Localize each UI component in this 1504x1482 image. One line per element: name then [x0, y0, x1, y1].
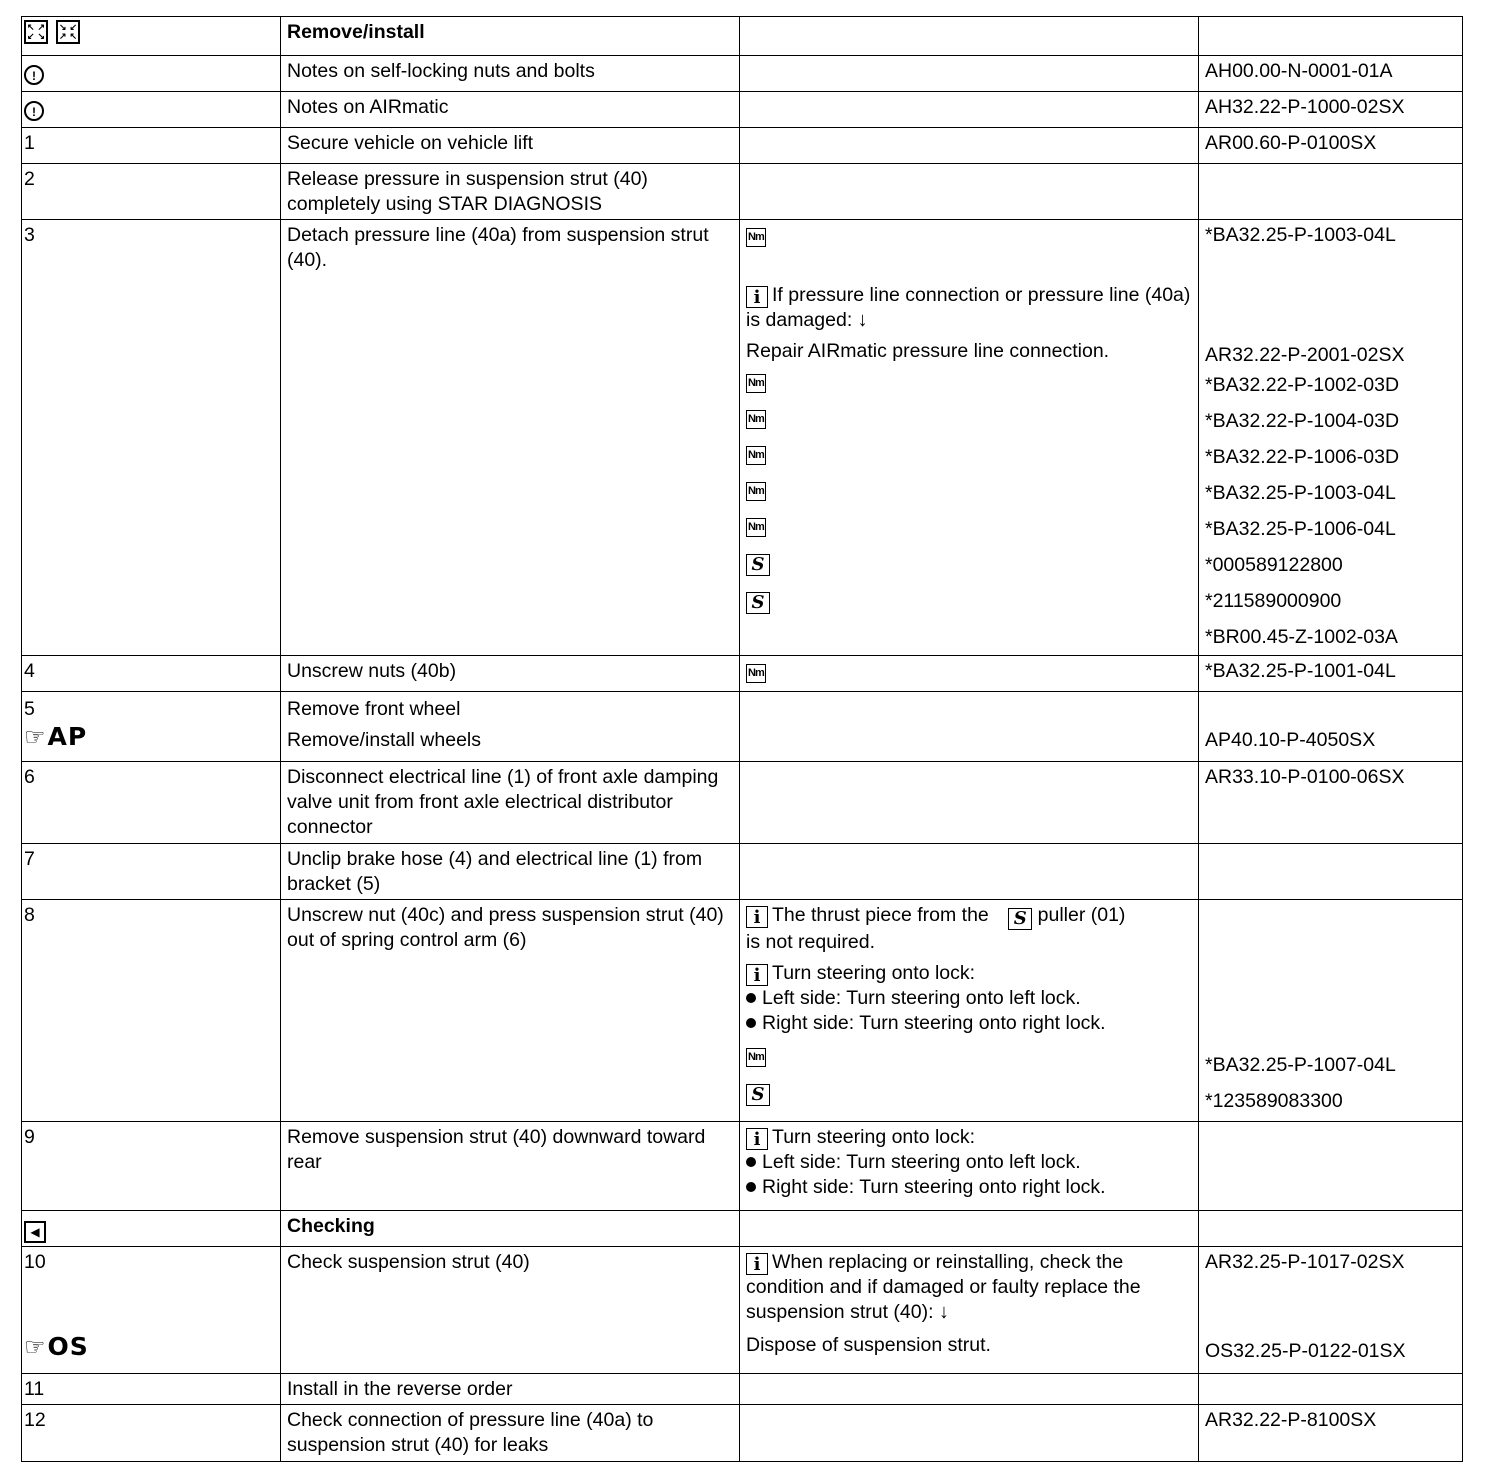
- tool-reference[interactable]: *BR00.45-Z-1002-03A: [1205, 626, 1398, 648]
- info-text: Turn steering onto lock:: [772, 962, 976, 984]
- step-references: [1199, 900, 1463, 1122]
- step-row: [22, 1122, 1463, 1211]
- torque-icon: Nm: [746, 1048, 766, 1067]
- step-number: 6: [22, 762, 281, 844]
- torque-icon: Nm: [746, 228, 766, 247]
- step-number: 3: [22, 220, 281, 656]
- step-subtext: Remove/install wheels: [287, 729, 482, 751]
- torque-icon: Nm: [746, 410, 766, 429]
- step-text: Disconnect electrical line (1) of front axle damping valve unit from front axle electrical distributor connector: [281, 762, 740, 844]
- document-type-label: AP: [47, 722, 88, 751]
- step-text: Remove suspension strut (40) downward toward rear: [281, 1122, 740, 1211]
- torque-icon: Nm: [746, 374, 766, 393]
- step-number: 10: [24, 1251, 46, 1273]
- info-text: If pressure line connection or pressure line (40a) is damaged:: [746, 284, 1191, 331]
- info-icon: i: [746, 906, 768, 928]
- step-number: 12: [22, 1405, 281, 1462]
- torque-icon: Nm: [746, 518, 766, 537]
- torque-reference[interactable]: *BA32.22-P-1006-03D: [1205, 446, 1400, 468]
- torque-icon: Nm: [746, 664, 766, 683]
- bullet-icon: [746, 1018, 756, 1028]
- step-number: 1: [22, 128, 281, 164]
- info-icon: i: [746, 286, 768, 308]
- step-row: [22, 692, 1463, 762]
- step-row: [22, 844, 1463, 900]
- step-text: Secure vehicle on vehicle lift: [281, 128, 740, 164]
- checking-icon: ◀: [24, 1221, 46, 1243]
- note-row: [22, 56, 1463, 92]
- check-reference[interactable]: AR32.25-P-1017-02SX: [1205, 1251, 1405, 1273]
- pointing-hand-icon: ☞: [24, 1334, 46, 1361]
- bullet-icon: [746, 1182, 756, 1192]
- step-text: Release pressure in suspension strut (40) completely using STAR DIAGNOSIS: [281, 164, 740, 220]
- step-row: [22, 900, 1463, 1122]
- special-tool-icon: S: [1008, 908, 1032, 930]
- step-reference[interactable]: AR33.10-P-0100-06SX: [1199, 762, 1463, 844]
- step-row: [22, 1374, 1463, 1405]
- note-icon: !: [24, 65, 44, 85]
- step-row: [22, 220, 1463, 656]
- step-notes: [740, 220, 1199, 656]
- tool-reference[interactable]: *000589122800: [1205, 554, 1343, 576]
- special-tool-icon: S: [746, 1084, 770, 1106]
- step-text: Unclip brake hose (4) and electrical line (1) from bracket (5): [281, 844, 740, 900]
- step-reference[interactable]: AR32.22-P-8100SX: [1199, 1405, 1463, 1462]
- step-number: 9: [22, 1122, 281, 1211]
- special-tool-icon: S: [746, 592, 770, 614]
- step-number: 5: [24, 698, 35, 720]
- step-references: [1199, 1247, 1463, 1374]
- step-notes: [740, 1247, 1199, 1374]
- remove-icon: ↖ ↗ ↙ ↘: [24, 20, 48, 44]
- step-text: Install in the reverse order: [281, 1374, 740, 1405]
- install-icon: ↘ ↙ ↗ ↖: [56, 20, 80, 44]
- info-icon: i: [746, 964, 768, 986]
- repair-reference[interactable]: AR32.22-P-2001-02SX: [1205, 344, 1405, 366]
- step-number: 11: [22, 1374, 281, 1405]
- step-row: [22, 1247, 1463, 1374]
- step-text: Check suspension strut (40): [281, 1247, 740, 1374]
- note-text: Notes on AIRmatic: [281, 92, 740, 128]
- step-text: Detach pressure line (40a) from suspension strut (40).: [281, 220, 740, 656]
- bullet-icon: [746, 1157, 756, 1167]
- arrow-down-icon: ↓: [857, 309, 868, 331]
- arrow-down-icon: ↓: [938, 1301, 949, 1323]
- torque-icon: Nm: [746, 446, 766, 465]
- document-type-label: OS: [47, 1332, 89, 1361]
- torque-reference[interactable]: *BA32.25-P-1007-04L: [1205, 1054, 1396, 1076]
- step-reference[interactable]: *BA32.25-P-1001-04L: [1199, 656, 1463, 692]
- bullet-icon: [746, 993, 756, 1003]
- torque-reference[interactable]: *BA32.22-P-1002-03D: [1205, 374, 1400, 396]
- repair-text: Repair AIRmatic pressure line connection.: [746, 340, 1110, 362]
- section-title: Remove/install: [281, 17, 740, 56]
- step-row: [22, 656, 1463, 692]
- header-icons-cell: [22, 17, 281, 56]
- step-text: Remove front wheel: [287, 698, 461, 720]
- step-row: [22, 1405, 1463, 1462]
- step-row: [22, 164, 1463, 220]
- step-number: 7: [22, 844, 281, 900]
- checking-row: [22, 1211, 1463, 1247]
- header-row: [22, 17, 1463, 56]
- pointing-hand-icon: ☞: [24, 724, 46, 751]
- torque-icon: Nm: [746, 482, 766, 501]
- disposal-reference[interactable]: OS32.25-P-0122-01SX: [1205, 1340, 1406, 1362]
- torque-reference[interactable]: *BA32.25-P-1006-04L: [1205, 518, 1396, 540]
- note-reference[interactable]: AH00.00-N-0001-01A: [1199, 56, 1463, 92]
- step-notes: i The thrust piece from the S puller (01) is not required. i Turn steering onto lock: Left side: Turn steering onto left lock. Right side: Turn steering onto right lock. Nm S: [740, 900, 1199, 1122]
- step-references: [1199, 220, 1463, 656]
- torque-reference[interactable]: *BA32.25-P-1003-04L: [1205, 482, 1396, 504]
- info-icon: i: [746, 1253, 768, 1275]
- tool-reference[interactable]: *123589083300: [1205, 1090, 1343, 1112]
- info-text: Turn steering onto lock:: [772, 1126, 976, 1148]
- special-tool-icon: S: [746, 554, 770, 576]
- note-row: [22, 92, 1463, 128]
- step-number: 2: [22, 164, 281, 220]
- step-row: [22, 762, 1463, 844]
- step-reference[interactable]: AP40.10-P-4050SX: [1205, 729, 1376, 751]
- step-notes: i Turn steering onto lock: Left side: Turn steering onto left lock. Right side: Turn steering onto right lock.: [740, 1122, 1199, 1211]
- step-row: [22, 128, 1463, 164]
- step-text: Unscrew nut (40c) and press suspension strut (40) out of spring control arm (6): [281, 900, 740, 1122]
- step-number: 8: [22, 900, 281, 1122]
- section-title: Checking: [281, 1211, 740, 1247]
- tool-reference[interactable]: *211589000900: [1205, 590, 1342, 612]
- dispose-text: Dispose of suspension strut.: [746, 1334, 991, 1356]
- info-icon: i: [746, 1128, 768, 1150]
- note-icon: !: [24, 101, 44, 121]
- note-text: Notes on self-locking nuts and bolts: [281, 56, 740, 92]
- torque-reference[interactable]: *BA32.25-P-1003-04L: [1205, 224, 1396, 246]
- note-reference[interactable]: AH32.22-P-1000-02SX: [1199, 92, 1463, 128]
- torque-reference[interactable]: *BA32.22-P-1004-03D: [1205, 410, 1400, 432]
- info-text: When replacing or reinstalling, check the condition and if damaged or faulty replace the suspension strut (40):: [746, 1251, 1141, 1323]
- procedure-table: [21, 16, 1463, 1462]
- step-reference[interactable]: AR00.60-P-0100SX: [1199, 128, 1463, 164]
- step-text: Check connection of pressure line (40a) to suspension strut (40) for leaks: [281, 1405, 740, 1462]
- step-text: Unscrew nuts (40b): [281, 656, 740, 692]
- step-number: 4: [22, 656, 281, 692]
